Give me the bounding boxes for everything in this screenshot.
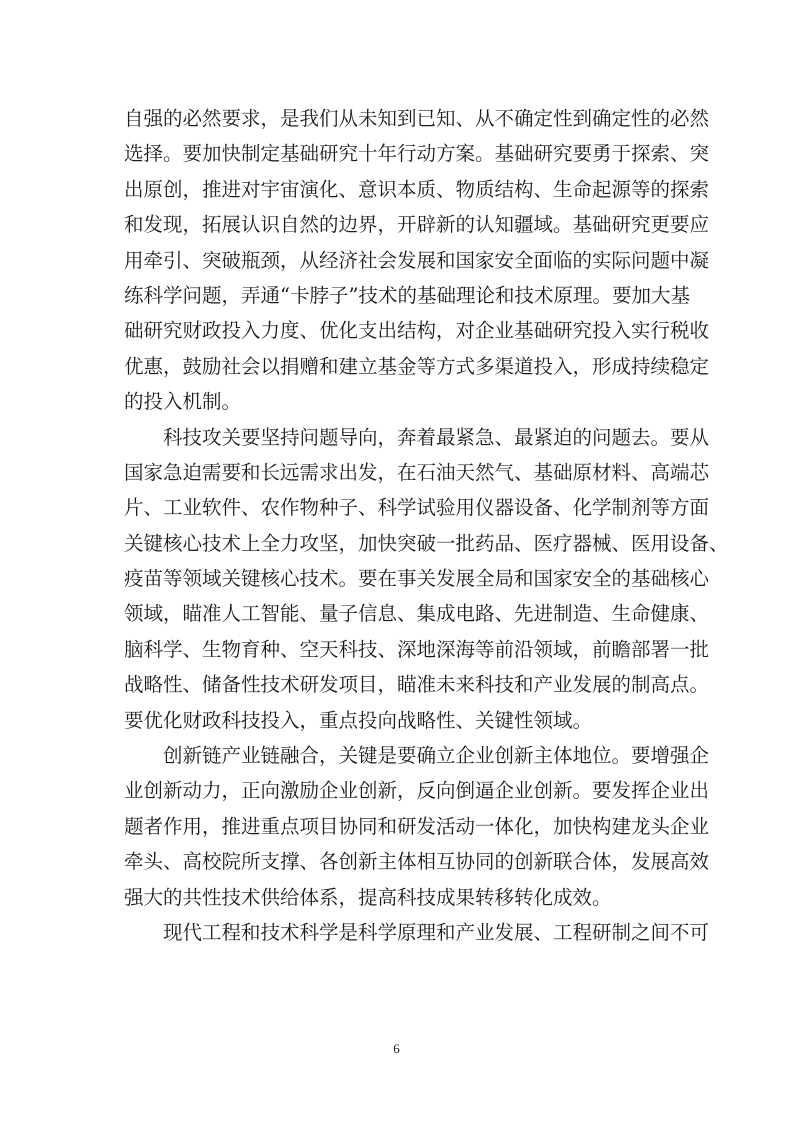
text-line: 现代工程和技术科学是科学原理和产业发展、工程研制之间不可 (163, 920, 710, 944)
text-line: 和发现，拓展认识自然的边界，开辟新的认知疆域。基础研究更要应 (124, 213, 710, 237)
text-line: 用牵引、突破瓶颈，从经济社会发展和国家安全面临的实际问题中凝 (124, 248, 710, 272)
text-line: 础研究财政投入力度、优化支出结构，对企业基础研究投入实行税收 (124, 319, 710, 343)
text-line: 国家急迫需要和长远需求出发，在石油天然气、基础原材料、高端芯 (124, 460, 710, 484)
paragraph (124, 915, 710, 950)
text-line: 的投入机制。 (124, 390, 242, 414)
document-body (124, 101, 729, 950)
text-line: 创新链产业链融合，关键是要确立企业创新主体地位。要增强企 (163, 744, 710, 768)
text-line: 自强的必然要求，是我们从未知到已知、从不确定性到确定性的必然 (124, 107, 710, 130)
paragraph (124, 738, 710, 915)
page-number: 6 (393, 1041, 400, 1056)
text-line: 要优化财政科技投入，重点投向战略性、关键性领域。 (124, 708, 593, 732)
text-line: 科技攻关要坚持问题导向，奔着最紧急、最紧迫的问题去。要从 (163, 425, 710, 449)
text-line: 强大的共性技术供给体系，提高科技成果转移转化成效。 (124, 885, 612, 909)
text-line: 领域，瞄准人工智能、量子信息、集成电路、先进制造、生命健康、 (124, 602, 710, 626)
text-line: 疫苗等领域关键核心技术。要在事关发展全局和国家安全的基础核心 (124, 567, 710, 591)
text-line: 选择。要加快制定基础研究十年行动方案。基础研究要勇于探索、突 (124, 142, 710, 166)
text-line: 题者作用，推进重点项目协同和研发活动一体化，加快构建龙头企业 (124, 814, 710, 838)
text-line: 关键核心技术上全力攻坚，加快突破一批药品、医疗器械、医用设备、 (124, 531, 729, 555)
text-line: 片、工业软件、农作物种子、科学试验用仪器设备、化学制剂等方面 (124, 496, 710, 520)
text-line: 业创新动力，正向激励企业创新，反向倒逼企业创新。要发挥企业出 (124, 779, 710, 803)
paragraph (124, 101, 710, 420)
text-line: 练科学问题，弄通“卡脖子”技术的基础理论和技术原理。要加大基 (124, 283, 690, 307)
text-line: 牵头、高校院所支撑、各创新主体相互协同的创新联合体，发展高效 (124, 850, 710, 874)
text-line: 战略性、储备性技术研发项目，瞄准未来科技和产业发展的制高点。 (124, 673, 710, 697)
text-line: 脑科学、生物育种、空天科技、深地深海等前沿领域，前瞻部署一批 (124, 637, 710, 661)
text-line: 出原创，推进对宇宙演化、意识本质、物质结构、生命起源等的探索 (124, 177, 710, 201)
text-line: 优惠，鼓励社会以捐赠和建立基金等方式多渠道投入，形成持续稳定 (124, 354, 710, 378)
paragraph (124, 420, 729, 739)
